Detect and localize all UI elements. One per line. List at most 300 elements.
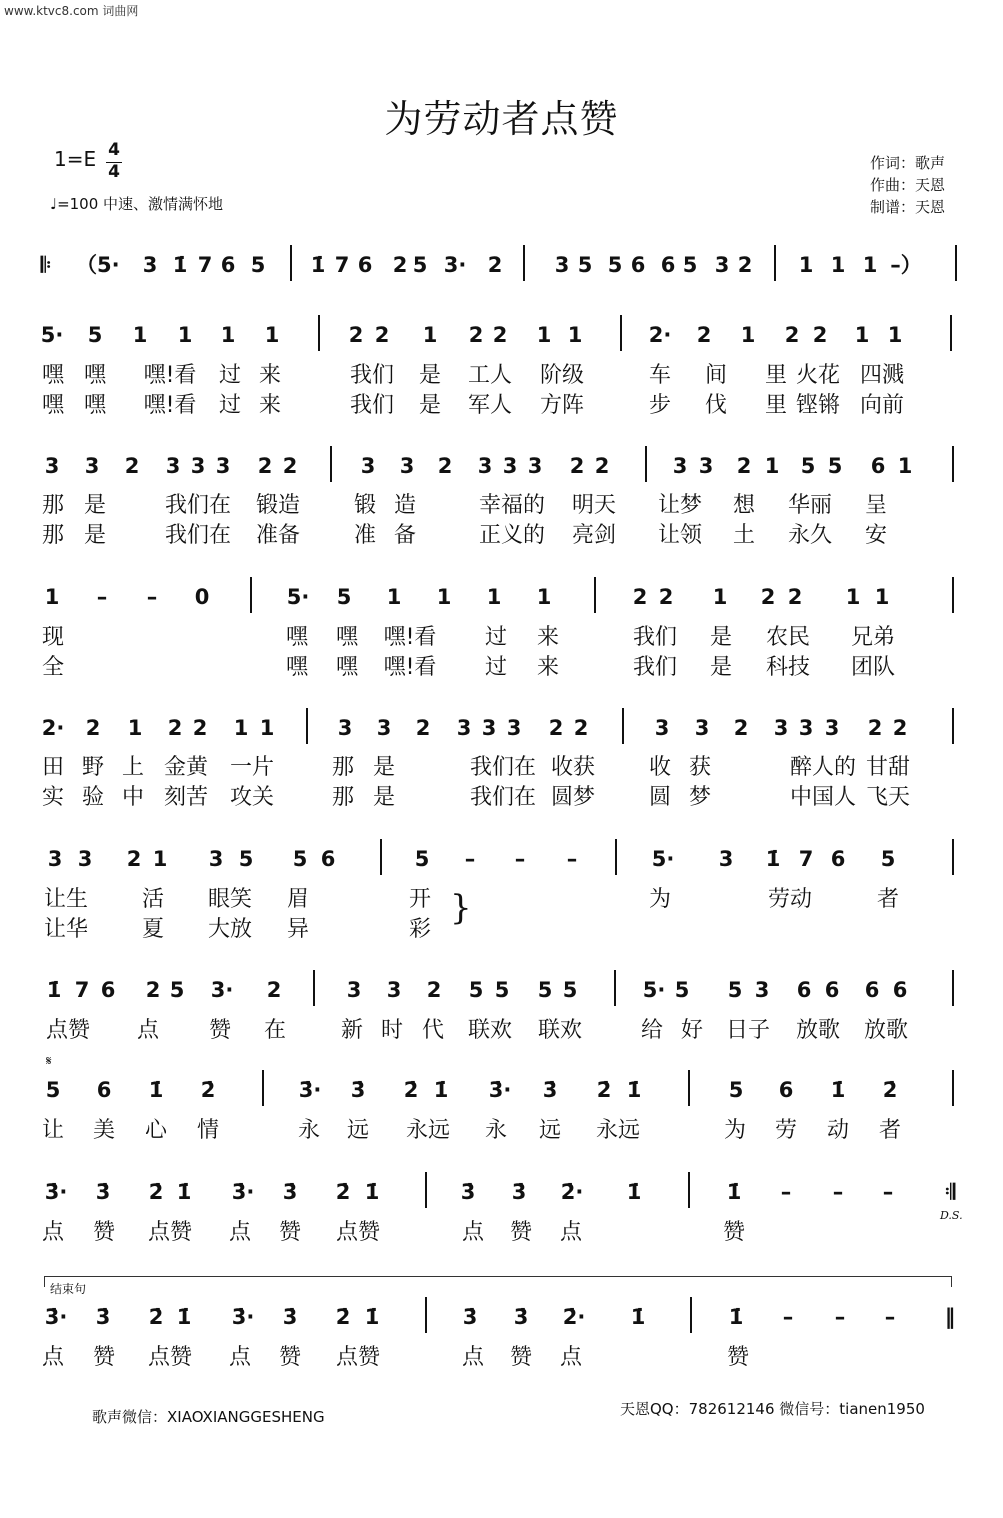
note: 3 [481, 716, 497, 740]
lyric-row [0, 886, 1003, 914]
lyric: 赞 [208, 1018, 231, 1043]
note: 5 [412, 253, 428, 277]
lyric: 永远 [405, 1118, 450, 1143]
note: 2 [594, 454, 610, 478]
note: 3̇ [282, 1305, 298, 1329]
lyric: 那 [41, 493, 64, 518]
lyric: 者 [876, 887, 899, 912]
lyric: 放歌 [863, 1018, 908, 1043]
note: 3̇· [298, 1078, 322, 1102]
lyric: 我们在 [469, 785, 536, 810]
note: 3̇· [44, 1305, 68, 1329]
note: 3̇ [282, 1180, 298, 1204]
lyric: 嘿!看 [383, 625, 437, 650]
lyric: 锻造 [255, 493, 300, 518]
note: 3 [346, 978, 362, 1002]
footer-wechat: 歌声微信：XIAOXIANGGESHENG [92, 1408, 325, 1426]
note: 3̇· [488, 1078, 512, 1102]
music-row [0, 575, 1003, 619]
note: 2 [426, 978, 442, 1002]
barline [523, 245, 525, 281]
segno-sign: 𝄋 [46, 1054, 52, 1069]
lyric: 赞 [278, 1220, 301, 1245]
note: 3̇ [460, 1180, 476, 1204]
note: 3 [718, 847, 734, 871]
note: 1 [764, 454, 780, 478]
lyric: 远 [346, 1118, 369, 1143]
lyric: 准 [353, 523, 376, 548]
lyric: 造 [393, 493, 416, 518]
music-row [0, 968, 1003, 1012]
note: – [566, 847, 578, 871]
music-row [0, 313, 1003, 357]
note: 1 [567, 323, 583, 347]
note: 5· [651, 847, 675, 871]
lyric: 嘿 [285, 655, 308, 680]
lyric-row [0, 1219, 1003, 1247]
lyric: 嘿!看 [143, 393, 197, 418]
note: 3 [527, 454, 543, 478]
lyric: 是 [709, 655, 732, 680]
lyric: 嘿 [83, 363, 106, 388]
lyric: 点赞 [147, 1345, 192, 1370]
note: 6 [830, 847, 846, 871]
repeat-barline: 𝄆 [40, 253, 52, 277]
lyric: 嘿 [41, 393, 64, 418]
note: 2̇· [560, 1180, 584, 1204]
note: 2 [867, 716, 883, 740]
note: 3 [714, 253, 730, 277]
note: 3 [47, 847, 63, 871]
barline [688, 1172, 690, 1208]
lyric: 点赞 [335, 1345, 380, 1370]
note: 3 [773, 716, 789, 740]
lyric: 劳 [774, 1118, 797, 1143]
note: 2 [282, 454, 298, 478]
note: 1̇ [176, 1305, 192, 1329]
note: 3 [477, 454, 493, 478]
note: 5 [238, 847, 254, 871]
note: 2 [257, 454, 273, 478]
lyric-row [0, 784, 1003, 812]
note: 2 [145, 978, 161, 1002]
note: 3 [554, 253, 570, 277]
lyric: 赞 [726, 1345, 749, 1370]
note: 5 [800, 454, 816, 478]
barline [380, 839, 382, 875]
lyric: 点赞 [335, 1220, 380, 1245]
repeat-barline: ‖ [944, 1305, 956, 1329]
note: 3̇ [95, 1305, 111, 1329]
lyric: 为 [723, 1118, 746, 1143]
barline [950, 315, 952, 351]
lyric: 我们 [349, 363, 394, 388]
note: 1̇ [310, 253, 326, 277]
lyric: 我们在 [164, 493, 231, 518]
lyric: 放歌 [795, 1018, 840, 1043]
note: 5 [728, 1078, 744, 1102]
lyric: 彩 [408, 917, 431, 942]
lyric: 备 [393, 523, 416, 548]
note: 1 [897, 454, 913, 478]
note: 1 [177, 323, 193, 347]
note: 1 [127, 716, 143, 740]
note: 1 [536, 323, 552, 347]
lyric: 嘿 [83, 393, 106, 418]
lyric: 土 [732, 523, 755, 548]
lyric: 向前 [859, 393, 904, 418]
note: 5· [40, 323, 64, 347]
lyric: 永远 [595, 1118, 640, 1143]
lyric: 好 [680, 1018, 703, 1043]
lyric: 是 [83, 493, 106, 518]
lyric: 来 [536, 625, 559, 650]
lyric: 我们 [349, 393, 394, 418]
note: 2 [787, 585, 803, 609]
note: 2 [548, 716, 564, 740]
note: 3 [386, 978, 402, 1002]
barline [952, 970, 954, 1006]
lyric: 上 [121, 755, 144, 780]
note: 5 [45, 1078, 61, 1102]
lyric: 实 [41, 785, 64, 810]
lyric: 点 [559, 1220, 582, 1245]
note: 2̇ [882, 1078, 898, 1102]
note: 3̇· [231, 1305, 255, 1329]
lyric: 圆 [648, 785, 671, 810]
note: 3 [506, 716, 522, 740]
lyric: 是 [83, 523, 106, 548]
note: 1 [386, 585, 402, 609]
lyric: 嘿!看 [143, 363, 197, 388]
note: 1 [233, 716, 249, 740]
lyric: 永 [484, 1118, 507, 1143]
lyric: 眼笑 [207, 887, 252, 912]
note: 2 [468, 323, 484, 347]
lyric: 来 [536, 655, 559, 680]
lyric: 远 [538, 1118, 561, 1143]
note: 2 [569, 454, 585, 478]
lyric: 大放 [207, 917, 252, 942]
lyric: 攻关 [229, 785, 274, 810]
note: 1̇ [46, 978, 62, 1002]
lyric: 点 [461, 1345, 484, 1370]
note: 1̇ [172, 253, 188, 277]
lyric: 为 [648, 887, 671, 912]
barline [952, 839, 954, 875]
note: 1̇ [433, 1078, 449, 1102]
note: 3· [443, 253, 467, 277]
lyric: 那 [41, 523, 64, 548]
note: 2̇ [148, 1305, 164, 1329]
footer-contact: 天恩QQ：782612146 微信号：tianen1950 [620, 1400, 925, 1418]
lyric: 甘甜 [865, 755, 910, 780]
lyric: 在 [263, 1018, 286, 1043]
lyric: 中 [121, 785, 144, 810]
lyric: 过 [218, 363, 241, 388]
credit-arranger: 制谱：天恩 [870, 198, 946, 216]
note: 5· [642, 978, 666, 1002]
note: 3 [694, 716, 710, 740]
lyric: 中国人 [789, 785, 856, 810]
note: 2 [892, 716, 908, 740]
note: 1̇ [728, 1305, 744, 1329]
note: 1 [887, 323, 903, 347]
note: 2̇ [200, 1078, 216, 1102]
lyric: 梦 [688, 785, 711, 810]
lyric: 那 [331, 785, 354, 810]
note: 3 [376, 716, 392, 740]
music-row [0, 1295, 1003, 1339]
lyric: 火花 [795, 363, 840, 388]
note: 3 [456, 716, 472, 740]
lyric: 收获 [550, 755, 595, 780]
lyric: 刻苦 [163, 785, 208, 810]
lyric: 锻 [353, 493, 376, 518]
note: 3̇ [513, 1305, 529, 1329]
note: 0 [194, 585, 210, 609]
lyric: 嘿 [41, 363, 64, 388]
song-title: 为劳动者点赞 [384, 97, 619, 141]
lyric: 让 [41, 1118, 64, 1143]
note: – [884, 1305, 896, 1329]
note: 3 [215, 454, 231, 478]
lyric-row [0, 1017, 1003, 1045]
barline [615, 839, 617, 875]
barline [952, 708, 954, 744]
note: – [834, 1305, 846, 1329]
note: 2̇· [562, 1305, 586, 1329]
barline [318, 315, 320, 351]
note: 1 [798, 253, 814, 277]
credit-composer: 作曲：天恩 [870, 176, 946, 194]
note: 2 [696, 323, 712, 347]
lyric: 过 [218, 393, 241, 418]
lyric: 点 [41, 1345, 64, 1370]
lyric: 赞 [278, 1345, 301, 1370]
lyric: 安 [864, 523, 887, 548]
note: 2 [760, 585, 776, 609]
lyric: 醉人的 [789, 755, 856, 780]
barline [952, 446, 954, 482]
note: 1 [259, 716, 275, 740]
note: 1̇ [626, 1078, 642, 1102]
lyric: 四溅 [859, 363, 904, 388]
note: 3 [399, 454, 415, 478]
lyric: 飞天 [865, 785, 910, 810]
lyric: 验 [81, 785, 104, 810]
lyric: 嘿 [335, 625, 358, 650]
lyric: 点 [559, 1345, 582, 1370]
barline [955, 245, 957, 281]
music-row [0, 1170, 1003, 1214]
note: 2̇ [335, 1180, 351, 1204]
note: （5· [76, 253, 120, 277]
barline [330, 446, 332, 482]
note: 5 [169, 978, 185, 1002]
lyric: 伐 [704, 393, 727, 418]
barline [620, 315, 622, 351]
barline [645, 446, 647, 482]
note: 2̇ [335, 1305, 351, 1329]
note: 1̇ [364, 1305, 380, 1329]
ending-label: 结束句 [50, 1282, 87, 1296]
lyric: 联欢 [467, 1018, 512, 1043]
note: 7 [334, 253, 350, 277]
lyric: 呈 [864, 493, 887, 518]
ds-marking: D.S. [940, 1209, 963, 1222]
note: 1 [422, 323, 438, 347]
lyric: 嘿 [335, 655, 358, 680]
note: 5 [562, 978, 578, 1002]
note: 3 [77, 847, 93, 871]
note: 2 [573, 716, 589, 740]
note: 2̇ [596, 1078, 612, 1102]
lyric: 一片 [229, 755, 274, 780]
note: 3 [754, 978, 770, 1002]
note: 5 [577, 253, 593, 277]
note: 5 [414, 847, 430, 871]
note: 2 [85, 716, 101, 740]
lyric: 赞 [722, 1220, 745, 1245]
note: 3 [84, 454, 100, 478]
repeat-barline: 𝄇 [944, 1180, 956, 1204]
lyric: 新 [340, 1018, 363, 1043]
note: 6 [357, 253, 373, 277]
note: 3 [672, 454, 688, 478]
note: – [146, 585, 158, 609]
note: 2 [266, 978, 282, 1002]
note: 2 [733, 716, 749, 740]
note: 1 [436, 585, 452, 609]
note: 1 [830, 253, 846, 277]
lyric-row [0, 362, 1003, 390]
lyric: 让梦 [657, 493, 702, 518]
note: 1 [152, 847, 168, 871]
lyric: 点 [228, 1345, 251, 1370]
lyric: 让华 [43, 917, 88, 942]
time-signature-numerator: 4 [108, 140, 120, 160]
barline [594, 577, 596, 613]
note: 1 [220, 323, 236, 347]
lyric: 日子 [725, 1018, 770, 1043]
note: 3 [360, 454, 376, 478]
lyric: 赞 [509, 1220, 532, 1245]
lyric: 动 [826, 1118, 849, 1143]
lyric: 点赞 [147, 1220, 192, 1245]
lyric: 点 [461, 1220, 484, 1245]
time-signature-denominator: 4 [108, 162, 120, 182]
note: 2 [784, 323, 800, 347]
note: 2 [374, 323, 390, 347]
music-row [0, 243, 1003, 287]
lyric: 让生 [43, 887, 88, 912]
note: 1 [264, 323, 280, 347]
note: 2 [167, 716, 183, 740]
lyric: 军人 [467, 393, 512, 418]
lyric: 方阵 [539, 393, 584, 418]
note: 3̇ [350, 1078, 366, 1102]
lyric-row [0, 654, 1003, 682]
note: 1 [132, 323, 148, 347]
lyric: 我们 [632, 625, 677, 650]
lyric: 过 [484, 625, 507, 650]
note: 3̇ [462, 1305, 478, 1329]
lyric: 美 [92, 1118, 115, 1143]
lyric: 嘿!看 [383, 655, 437, 680]
note: 6 [100, 978, 116, 1002]
lyric: 是 [372, 785, 395, 810]
note: 1̇ [364, 1180, 380, 1204]
note: 3̇ [95, 1180, 111, 1204]
key-signature: 1=E [54, 147, 97, 171]
note: 3̇· [44, 1180, 68, 1204]
note: 7 [197, 253, 213, 277]
lyric: 点 [41, 1220, 64, 1245]
note: 2 [812, 323, 828, 347]
note: 3 [142, 253, 158, 277]
note: 3 [165, 454, 181, 478]
lyric: 我们在 [469, 755, 536, 780]
lyric-row [0, 754, 1003, 782]
note: 2 [737, 253, 753, 277]
note: 7 [74, 978, 90, 1002]
barline [622, 708, 624, 744]
note: 5 [468, 978, 484, 1002]
lyric: 明天 [571, 493, 616, 518]
note: 5 [336, 585, 352, 609]
lyric: 来 [258, 363, 281, 388]
note: 6 [778, 1078, 794, 1102]
lyric: 工人 [467, 363, 512, 388]
lyric: 是 [709, 625, 732, 650]
note: 6 [660, 253, 676, 277]
note: 3 [337, 716, 353, 740]
lyric: 里 [764, 363, 787, 388]
note: 3 [824, 716, 840, 740]
barline [290, 245, 292, 281]
note: 3 [44, 454, 60, 478]
lyric: 那 [331, 755, 354, 780]
lyric: 正义的 [478, 523, 545, 548]
note: 6 [892, 978, 908, 1002]
note: 6 [864, 978, 880, 1002]
note: 2 [658, 585, 674, 609]
lyric: 间 [704, 363, 727, 388]
lyric: 收 [648, 755, 671, 780]
lyric: 华丽 [787, 493, 832, 518]
lyric-row [0, 624, 1003, 652]
note: 1 [874, 585, 890, 609]
note: 2· [41, 716, 65, 740]
lyric: 野 [81, 755, 104, 780]
watermark: www.ktvc8.com 词曲网 [4, 4, 139, 18]
note: – [96, 585, 108, 609]
lyric: 获 [688, 755, 711, 780]
note: 2̇ [148, 1180, 164, 1204]
note: 2 [126, 847, 142, 871]
note: 6 [630, 253, 646, 277]
note: 2 [437, 454, 453, 478]
note: 6 [824, 978, 840, 1002]
note: 5 [727, 978, 743, 1002]
note: 2̇ [403, 1078, 419, 1102]
lyric: 是 [418, 363, 441, 388]
lyric-row [0, 1117, 1003, 1145]
note: 5 [87, 323, 103, 347]
lyric: 农民 [765, 625, 810, 650]
note: 3̇ [511, 1180, 527, 1204]
